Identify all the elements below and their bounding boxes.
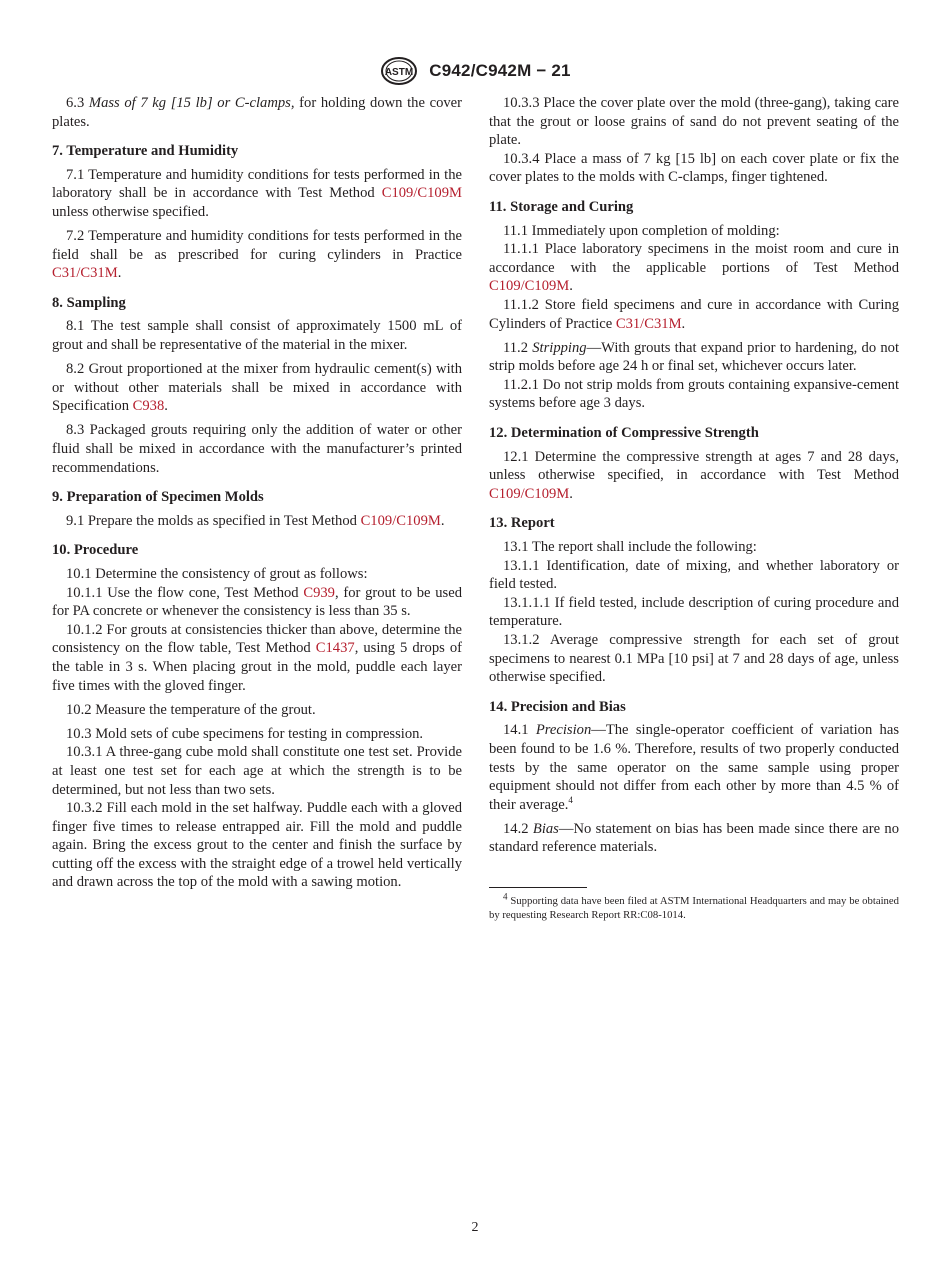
para-8-2: 8.2 Grout proportioned at the mixer from hydraulic cement(s) with or without other materials shall be mixed in accordance with Specification C938.: [52, 361, 462, 415]
heading-7: 7. Temperature and Humidity: [52, 143, 239, 160]
right-column: [489, 94, 899, 922]
para-8-3: 8.3 Packaged grouts requiring only the addition of water or other fluid shall be mixed in accordance with the manufacturer’s printed recommendations.: [52, 422, 462, 476]
para-10-3-2: 10.3.2 Fill each mold in the set halfway. Puddle each with a gloved finger five times to release entrapped air. Fill the mold and puddle again. Bring the excess grout to the center and finish the surface by cutting off the excess with the straight edge of a trowel held vertically and drawn across the top of the mold with a sawing motion.: [52, 800, 462, 891]
left-column: [52, 94, 462, 892]
footnote-4: $^4$ Supporting data have been filed at ASTM International Headquarters and may be obtained by requesting Research Report RR:C08-1014.: [489, 891, 899, 921]
page-number: 2: [471, 1220, 479, 1235]
para-13-1-1: 13.1.1 Identification, date of mixing, and whether laboratory or field tested.: [489, 557, 899, 593]
para-11-1-1: 11.1.1 Place laboratory specimens in the moist room and cure in accordance with the applicable portions of Test Method C109/C109M.: [489, 241, 899, 295]
ref-c109-link[interactable]: C109/C109M: [489, 485, 570, 502]
ref-c109-link[interactable]: C109/C109M: [489, 278, 570, 295]
para-13-1: 13.1 The report shall include the following:: [503, 538, 757, 555]
heading-11: 11. Storage and Curing: [489, 198, 634, 215]
heading-8: 8. Sampling: [52, 294, 126, 311]
heading-13: 13. Report: [489, 515, 555, 532]
para-14-2: 14.2 Bias—No statement on bias has been made since there are no standard reference materials.: [489, 820, 899, 856]
heading-10: 10. Procedure: [52, 542, 139, 559]
para-11-1-2: 11.1.2 Store field specimens and cure in accordance with Curing Cylinders of Practice C31/C31M.: [489, 296, 899, 332]
para-11-2: 11.2 Stripping—With grouts that expand prior to hardening, do not strip molds before age 24 h or final set, whichever occurs later.: [489, 339, 899, 375]
para-14-1: 14.1 Precision—The single-operator coefficient of variation has been found to be 1.6 %. Therefore, results of two properly conducted tests by the same operator on the same sample using proper equipment should not differ from each other by more than 4.5 % of their average.$^4$: [489, 722, 899, 813]
para-10-1-2: 10.1.2 For grouts at consistencies thicker than above, determine the consistency on the flow table, Test Method C1437, using 5 drops of the table in 3 s. When placing grout in the mold, puddle each layer five times with the gloved finger.: [52, 621, 462, 694]
para-10-2: 10.2 Measure the temperature of the grout.: [66, 701, 316, 718]
para-6-3: 6.3 Mass of 7 kg [15 lb] or C-clamps, for holding down the cover plates.: [52, 95, 463, 130]
para-10-3-1: 10.3.1 A three-gang cube mold shall constitute one test set. Provide at least one test set for each age at which the strength is to be determined, but not less than two sets.: [52, 744, 462, 798]
heading-14: 14. Precision and Bias: [489, 698, 626, 715]
para-10-3-3: 10.3.3 Place the cover plate over the mold (three-gang), taking care that the grout or loose grains of sand do not prevent seating of the plate.: [489, 95, 899, 149]
page-header: [0, 56, 950, 86]
heading-9: 9. Preparation of Specimen Molds: [52, 489, 264, 506]
para-10-1: 10.1 Determine the consistency of grout as follows:: [66, 565, 368, 582]
ref-c1437-link[interactable]: C1437: [315, 640, 355, 657]
ref-c938-link[interactable]: C938: [132, 398, 165, 415]
footnote-divider: [489, 887, 587, 888]
ref-c939-link[interactable]: C939: [303, 584, 335, 601]
para-10-3: 10.3 Mold sets of cube specimens for testing in compression.: [66, 725, 424, 742]
para-11-1: 11.1 Immediately upon completion of molding:: [503, 222, 780, 239]
astm-logo-icon: [379, 56, 419, 86]
para-11-2-1: 11.2.1 Do not strip molds from grouts containing expansive-cement systems before age 3 days.: [489, 376, 899, 412]
ref-c31-link[interactable]: C31/C31M: [52, 265, 118, 282]
heading-12: 12. Determination of Compressive Strength: [489, 425, 759, 441]
svg-text:ASTM: ASTM: [385, 67, 414, 78]
para-7-1: 7.1 Temperature and humidity conditions for tests performed in the laboratory shall be in accordance with Test Method C109/C109M unless otherwise specified.: [52, 166, 462, 220]
para-10-3-4: 10.3.4 Place a mass of 7 kg [15 lb] on each cover plate or fix the cover plates to the molds with C-clamps, finger tightened.: [489, 150, 899, 186]
document-id: C942/C942M − 21: [429, 61, 571, 80]
ref-c31-link[interactable]: C31/C31M: [615, 315, 682, 332]
para-9-1: 9.1 Prepare the molds as specified in Test Method C109/C109M.: [66, 512, 445, 529]
para-13-1-2: 13.1.2 Average compressive strength for each set of grout specimens to nearest 0.1 MPa [10 psi] at 7 and 28 days of age, unless otherwise specified.: [489, 631, 899, 686]
para-7-2: 7.2 Temperature and humidity conditions for tests performed in the field shall be as prescribed for curing cylinders in Practice C31/C31M.: [52, 228, 462, 282]
para-10-1-1: 10.1.1 Use the flow cone, Test Method C939, for grout to be used for PA concrete or whenever the consistency is less than 35 s.: [52, 584, 462, 620]
para-13-1-1-1: 13.1.1.1 If field tested, include description of curing procedure and temperature.: [489, 594, 899, 630]
ref-c109-link[interactable]: C109/C109M: [381, 185, 462, 202]
para-8-1: 8.1 The test sample shall consist of approximately 1500 mL of grout and shall be representative of the material in the mixer.: [52, 318, 462, 354]
para-12-1: 12.1 Determine the compressive strength at ages 7 and 28 days, unless otherwise specified, in accordance with Test Method C109/C109M.: [489, 448, 899, 502]
footnote-marker: 4: [568, 794, 573, 805]
ref-c109-link[interactable]: C109/C109M: [360, 512, 441, 529]
